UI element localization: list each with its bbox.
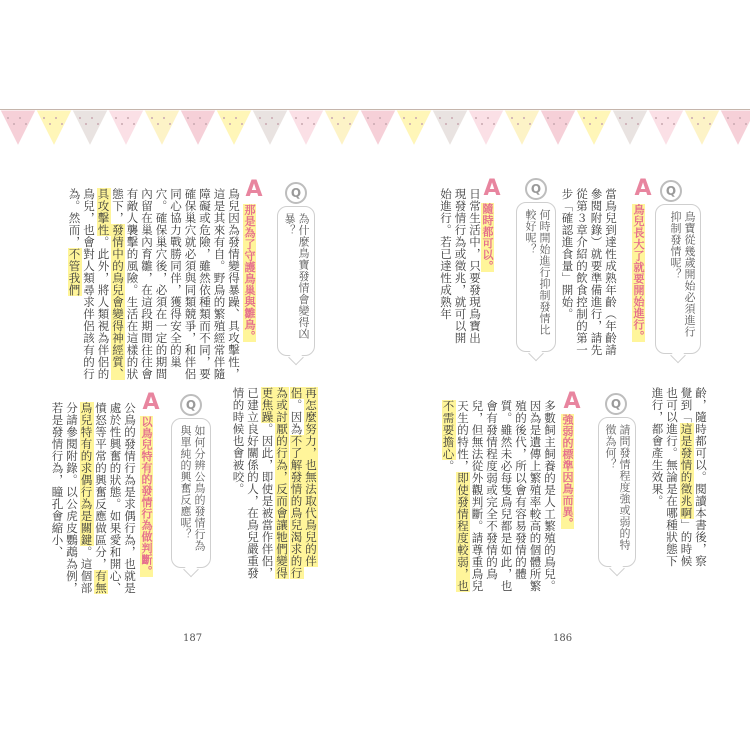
- bunting-flag: [180, 110, 216, 146]
- question-badge-1: Q: [660, 180, 682, 202]
- bunting-dot: [601, 123, 603, 125]
- bunting-dot: [727, 117, 729, 119]
- answer-heading-2: 隨時都可以。: [481, 203, 494, 272]
- bunting-dot: [421, 123, 423, 125]
- bunting-flag: [648, 110, 684, 146]
- bunting-dot: [313, 123, 315, 125]
- bunting-dot: [133, 123, 135, 125]
- bunting-dot: [235, 117, 237, 119]
- bunting-dot: [457, 123, 459, 125]
- bunting-dot: [703, 117, 705, 119]
- bunting-dot: [673, 123, 675, 125]
- bunting-dot: [307, 117, 309, 119]
- bunting-dot: [439, 117, 441, 119]
- bunting-dot: [487, 117, 489, 119]
- bunting-dot: [595, 117, 597, 119]
- answer-heading-4: 那是為了守護鳥巢與雛鳥。: [243, 204, 256, 342]
- question-text-5: 如何分辨公鳥的發情行為與單純的興奮反應呢？: [179, 425, 206, 552]
- bunting-dot: [121, 123, 123, 125]
- bunting-dot: [667, 117, 669, 119]
- bunting-dot: [565, 123, 567, 125]
- answer-badge-4: A: [245, 177, 263, 202]
- question-box-1: [655, 204, 701, 354]
- bunting-flag: [324, 110, 360, 146]
- bunting-flag: [576, 110, 612, 146]
- bunting-dot: [241, 123, 243, 125]
- bunting-dot: [343, 117, 345, 119]
- question-badge-3: Q: [605, 393, 627, 415]
- bunting-flag: [108, 110, 144, 146]
- page-number-left: 187: [183, 633, 203, 644]
- bunting-dot: [559, 117, 561, 119]
- answer-body-4: 鳥兒因為發情變得暴躁、具攻擊性，這是其來有自。野鳥的繁殖經常伴隨障礙或危險，雖然依種類而不同，要確保巢穴就必須與同類競爭，和伴侶同心協力戰勝同伴，獲得安全的巢穴。確保巢穴後，必須在一定的期間內留在巢內育雛，在這段期間往往會有敵人襲擊的風險。生活在這樣的狀態下，發情中的鳥兒會變得神經質、具攻擊性。此外，將人類視為伴侶的鳥兒，也會對人類尋求伴侶該有的行為。然而，不管我們: [67, 188, 241, 380]
- bunting-dot: [637, 123, 639, 125]
- bunting-dot: [205, 123, 207, 125]
- bunting-dot: [7, 117, 9, 119]
- bunting-dot: [157, 123, 159, 125]
- bunting-dot: [151, 117, 153, 119]
- bunting-dot: [49, 123, 51, 125]
- bunting-dot: [19, 117, 21, 119]
- bunting-flag: [216, 110, 252, 146]
- bunting-dot: [301, 123, 303, 125]
- answer-body-3: 多數飼主飼養的是人工繁殖的鳥兒。因為是遺傳上繁殖率較高的個體所繁殖的後代，所以會有容易發情的體質。雖然未必每隻鳥兒都是如此，也會有發情程度弱或完全不發情的鳥兒，但無法從外觀判斷。請尊重鳥兒天生的特性，即使發情程度較弱，也不需要擔心。: [441, 400, 557, 592]
- bunting-dot: [199, 117, 201, 119]
- answer-body-5: 公鳥的發情行為是求偶行為，也就是處於性興奮的狀態。如果愛和開心、憤怒等平常的興奮反應做區分，有無鳥兒特有的求偶行為是關鍵。這個部分請參閱附錄。以公虎皮鸚鵡為例，若是發情行為，瞳孔會縮小、: [50, 402, 137, 594]
- bunting-dot: [85, 123, 87, 125]
- bunting-dot: [97, 123, 99, 125]
- bunting-dot: [271, 117, 273, 119]
- bunting-dot: [745, 123, 747, 125]
- bunting-dot: [625, 123, 627, 125]
- bunting-dot: [169, 123, 171, 125]
- bunting-dot: [661, 123, 663, 125]
- bunting-dot: [373, 123, 375, 125]
- bunting-dot: [187, 117, 189, 119]
- bunting-dot: [529, 123, 531, 125]
- bunting-dot: [493, 123, 495, 125]
- bunting-dot: [589, 123, 591, 125]
- bunting-dot: [91, 117, 93, 119]
- bunting-dot: [511, 117, 513, 119]
- bunting-dot: [43, 117, 45, 119]
- bunting-dot: [277, 123, 279, 125]
- bunting-dot: [583, 117, 585, 119]
- bunting-dot: [13, 123, 15, 125]
- bunting-dot: [259, 117, 261, 119]
- bunting-dot: [295, 117, 297, 119]
- bunting-flag: [720, 110, 750, 146]
- answer-heading-5: 以鳥兒特有的發情行為做判斷。: [140, 416, 153, 577]
- answer-heading-1: 鳥兒長大了就要開始進行。: [632, 204, 645, 342]
- bunting-flag: [540, 110, 576, 146]
- question-box-5: [171, 418, 211, 568]
- bunting-flag: [0, 110, 36, 146]
- bunting-dot: [553, 123, 555, 125]
- answer-badge-5: A: [142, 390, 160, 415]
- answer-badge-3: A: [563, 389, 581, 414]
- answer-badge-2: A: [483, 176, 501, 201]
- bunting-dot: [517, 123, 519, 125]
- answer-body-1: 當鳥兒到達性成熟年齡（年齡請參閱附錄）就要準備進行，請先從第３章介紹的飲食控制的第一步「確認進食量」開始。: [560, 188, 618, 356]
- bunting-flag: [288, 110, 324, 146]
- bunting-dot: [691, 117, 693, 119]
- question-badge-2: Q: [525, 178, 547, 200]
- bunting-flag: [360, 110, 396, 146]
- bunting-dot: [655, 117, 657, 119]
- bunting-dot: [481, 123, 483, 125]
- bunting-dot: [337, 123, 339, 125]
- answer-badge-1: A: [634, 176, 652, 201]
- question-text-1: 鳥寶從幾歲開始必須進行抑制發情呢？: [669, 211, 696, 338]
- bunting-dot: [349, 123, 351, 125]
- bunting-flag: [36, 110, 72, 146]
- bunting-flag: [504, 110, 540, 146]
- bunting-dot: [115, 117, 117, 119]
- answer-body-2-part-a: 日常生活中，只要發現鳥寶出現發情行為或徵兆，就可以開始進行。若已達性成熟年: [439, 188, 482, 344]
- answer-heading-3: 強弱的標準因鳥而異。: [561, 414, 574, 529]
- bunting-dot: [193, 123, 195, 125]
- bunting-dot: [127, 117, 129, 119]
- answer-body-4-continued: 再怎麼努力，也無法取代鳥兒的伴侶。因為不了解發情的鳥兒渴求的行為或討厭的行為，反而會讓牠們變得更焦躁。因此，即使是被當作伴侶，已建立良好關係的人，在鳥兒嚴重發情的時候也會被咬。: [231, 387, 318, 579]
- page-number-right: 186: [553, 633, 573, 644]
- bunting-dot: [379, 117, 381, 119]
- question-badge-5: Q: [180, 394, 202, 416]
- bunting-dot: [739, 117, 741, 119]
- bunting-dot: [409, 123, 411, 125]
- bunting-dot: [79, 117, 81, 119]
- bunting-flag: [396, 110, 432, 146]
- bunting-flag: [612, 110, 648, 146]
- bunting-dot: [385, 123, 387, 125]
- bunting-dot: [331, 117, 333, 119]
- bunting-dot: [367, 117, 369, 119]
- bunting-dot: [61, 123, 63, 125]
- question-text-2: 何時開始進行抑制發情比較好呢？: [524, 209, 551, 336]
- bunting-dot: [451, 117, 453, 119]
- bunting-dot: [265, 123, 267, 125]
- bunting-dot: [709, 123, 711, 125]
- question-box-2: [516, 202, 556, 352]
- answer-body-2-part-b: 齡，隨時都可以。閱讀本書後，察覺到「這是發情的徵兆啊」的時候也可以進行。無論是在哪種狀態下進行，都會產生效果。: [650, 387, 708, 567]
- bunting-decoration: [0, 108, 750, 148]
- question-box-4: [277, 206, 315, 356]
- bunting-dot: [445, 123, 447, 125]
- bunting-dot: [163, 117, 165, 119]
- bunting-dot: [403, 117, 405, 119]
- bunting-dot: [631, 117, 633, 119]
- bunting-dot: [415, 117, 417, 119]
- bunting-flag: [432, 110, 468, 146]
- bunting-dot: [547, 117, 549, 119]
- bunting-dot: [25, 123, 27, 125]
- bunting-dot: [619, 117, 621, 119]
- bunting-flag: [252, 110, 288, 146]
- question-text-3: 請問發情程度強或弱的特徵為何？: [604, 424, 631, 551]
- bunting-dot: [475, 117, 477, 119]
- question-badge-4: Q: [285, 182, 307, 204]
- bunting-flag: [144, 110, 180, 146]
- bunting-flag: [684, 110, 720, 146]
- bunting-dot: [733, 123, 735, 125]
- bunting-dot: [523, 117, 525, 119]
- bunting-flag: [72, 110, 108, 146]
- bunting-flag: [468, 110, 504, 146]
- bunting-dot: [229, 123, 231, 125]
- bunting-dot: [697, 123, 699, 125]
- question-box-3: [598, 417, 636, 567]
- question-text-4: 為什麼鳥寶發情會變得凶暴？: [283, 213, 310, 340]
- bunting-dot: [55, 117, 57, 119]
- bunting-dot: [223, 117, 225, 119]
